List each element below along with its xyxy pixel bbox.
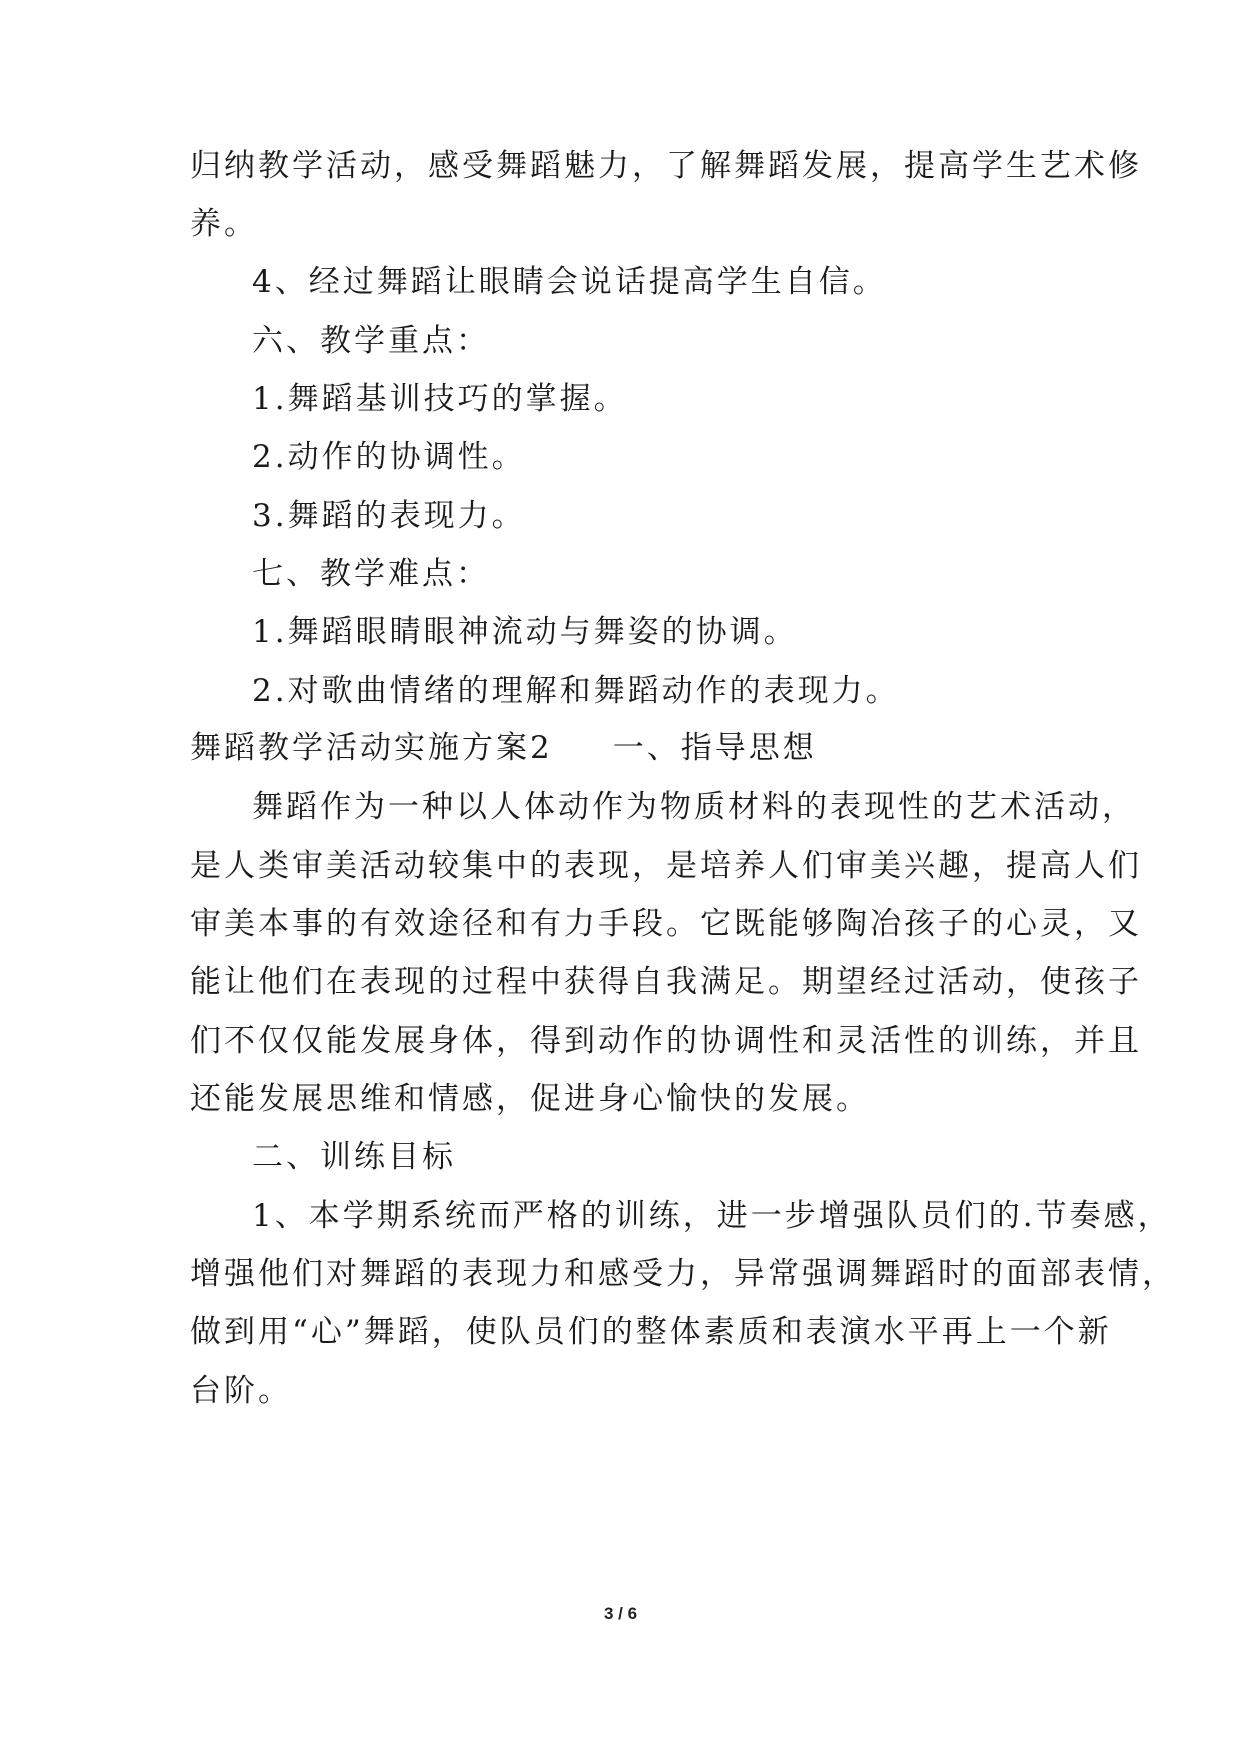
paragraph-line: 1、本学期系统而严格的训练，进一步增强队员们的.节奏感，: [252, 1198, 1172, 1234]
list-item: 1.舞蹈眼睛眼神流动与舞姿的协调。: [252, 614, 798, 650]
paragraph-line: 4、经过舞蹈让眼睛会说话提高学生自信。: [252, 264, 887, 300]
list-item: 1.舞蹈基训技巧的掌握。: [252, 381, 628, 417]
paragraph-line: 舞蹈作为一种以人体动作为物质材料的表现性的艺术活动，: [252, 789, 1136, 825]
page-number: 3 / 6: [603, 1604, 638, 1623]
section-heading: 二、训练目标: [252, 1139, 456, 1175]
list-item: 2.对歌曲情绪的理解和舞蹈动作的表现力。: [252, 673, 900, 709]
plan-title: 舞蹈教学活动实施方案2: [190, 730, 553, 766]
paragraph-line: 台阶。: [190, 1373, 292, 1409]
paragraph-line: 们不仅仅能发展身体，得到动作的协调性和灵活性的训练，并且: [190, 1023, 1142, 1059]
paragraph-line: 还能发展思维和情感，促进身心愉快的发展。: [190, 1081, 870, 1117]
section-heading: 六、教学重点：: [252, 323, 490, 359]
paragraph-line: 归纳教学活动，感受舞蹈魅力，了解舞蹈发展，提高学生艺术修: [190, 148, 1142, 184]
paragraph-line: 做到用“心”舞蹈，使队员们的整体素质和表演水平再上一个新: [190, 1314, 1112, 1350]
paragraph-line: 是人类审美活动较集中的表现，是培养人们审美兴趣，提高人们: [190, 848, 1142, 884]
section-heading: 一、指导思想: [612, 730, 817, 766]
list-item: 3.舞蹈的表现力。: [252, 498, 526, 534]
paragraph-line: 审美本事的有效途径和有力手段。它既能够陶冶孩子的心灵，又: [190, 906, 1142, 942]
paragraph-line: 养。: [190, 206, 258, 242]
section-heading: 七、教学难点：: [252, 556, 490, 592]
paragraph-line: 增强他们对舞蹈的表现力和感受力，异常强调舞蹈时的面部表情，: [190, 1256, 1176, 1292]
paragraph-line: 能让他们在表现的过程中获得自我满足。期望经过活动，使孩子: [190, 964, 1142, 1000]
plan-title-line: [190, 728, 1060, 768]
list-item: 2.动作的协调性。: [252, 439, 526, 475]
